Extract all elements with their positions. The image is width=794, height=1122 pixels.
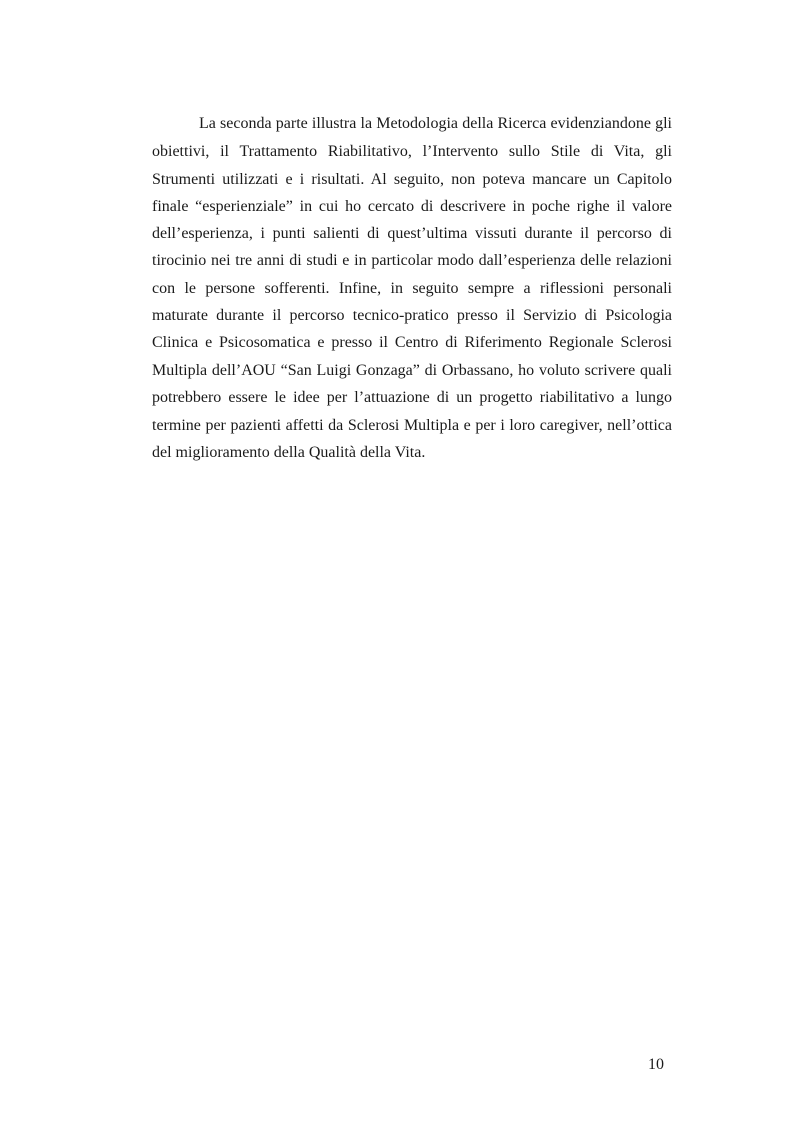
- paragraph-line: obiettivi, il Trattamento Riabilitativo, l’Intervento sullo Stile di Vita, gli: [152, 143, 672, 160]
- paragraph-line: tirocinio nei tre anni di studi e in particolar modo dall’esperienza delle relazioni: [152, 252, 672, 269]
- paragraph-line: La seconda parte illustra la Metodologia della Ricerca evidenziandone gli: [199, 115, 672, 132]
- paragraph-line: del miglioramento della Qualità della Vita.: [152, 444, 426, 461]
- paragraph-line: potrebbero essere le idee per l’attuazione di un progetto riabilitativo a lungo: [152, 389, 672, 406]
- paragraph-line: termine per pazienti affetti da Sclerosi Multipla e per i loro caregiver, nell’ottica: [152, 417, 672, 434]
- paragraph-line: finale “esperienziale” in cui ho cercato di descrivere in poche righe il valore: [152, 198, 672, 215]
- page-number: 10: [648, 1056, 664, 1073]
- paragraph-line: Strumenti utilizzati e i risultati. Al seguito, non poteva mancare un Capitolo: [152, 171, 672, 188]
- paragraph-line: Clinica e Psicosomatica e presso il Centro di Riferimento Regionale Sclerosi: [152, 334, 672, 351]
- paragraph-line: Multipla dell’AOU “San Luigi Gonzaga” di Orbassano, ho voluto scrivere quali: [152, 362, 672, 379]
- paragraph-line: con le persone sofferenti. Infine, in seguito sempre a riflessioni personali: [152, 280, 672, 297]
- paragraph-line: maturate durante il percorso tecnico-pratico presso il Servizio di Psicologia: [152, 307, 672, 324]
- paragraph-line: dell’esperienza, i punti salienti di quest’ultima vissuti durante il percorso di: [152, 225, 672, 242]
